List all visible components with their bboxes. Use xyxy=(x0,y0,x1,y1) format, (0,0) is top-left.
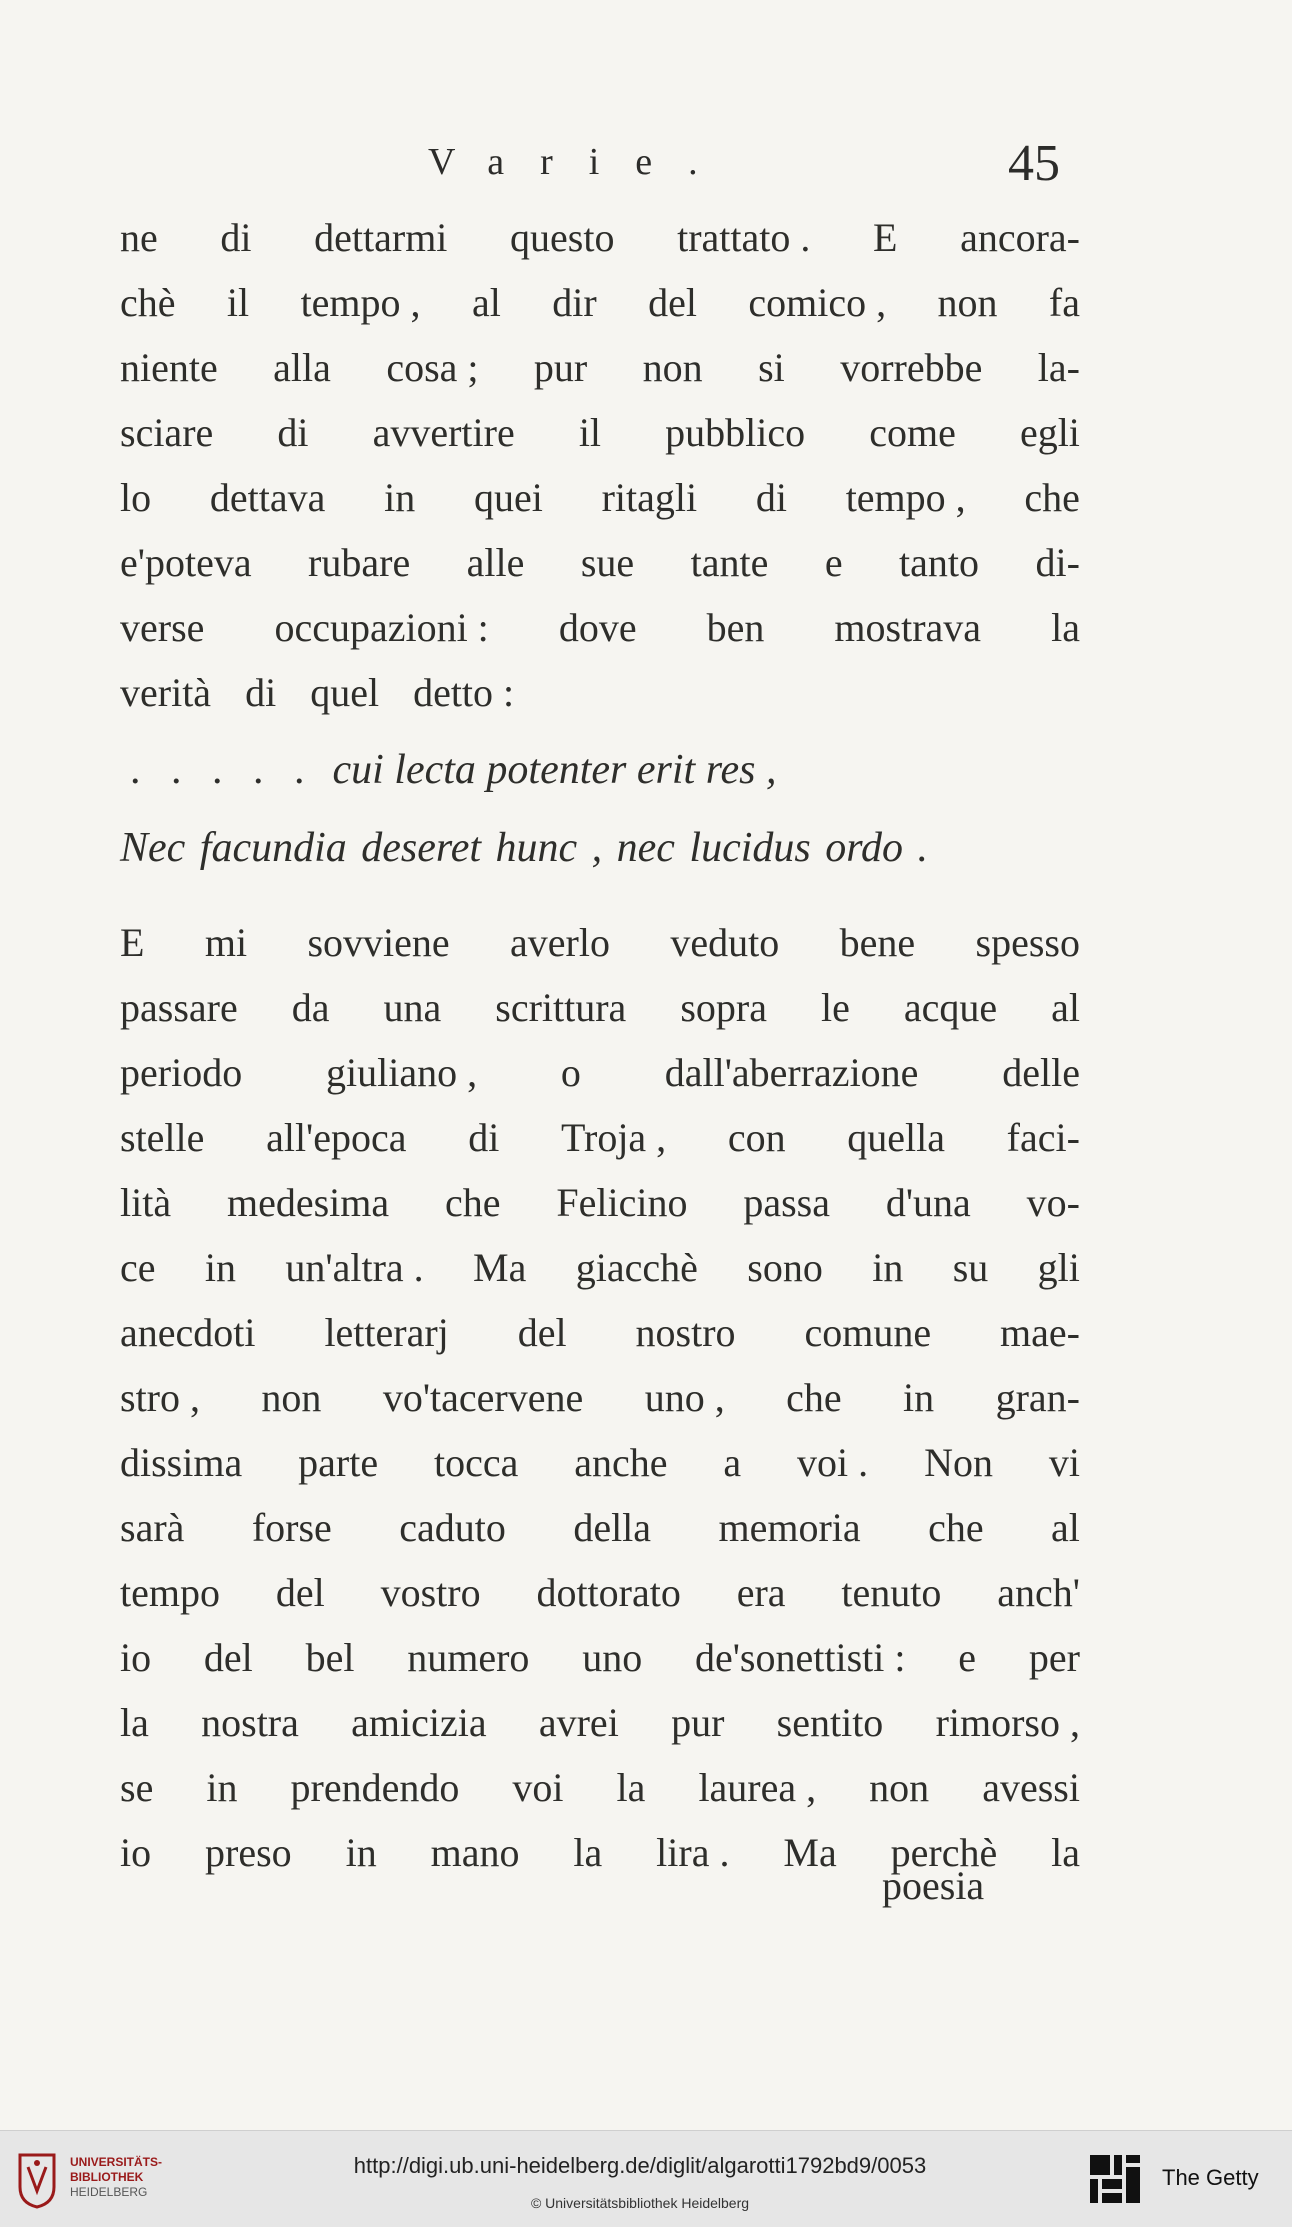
word: tenuto xyxy=(841,1570,942,1615)
catchword: poesia xyxy=(882,1863,985,1908)
word: di- xyxy=(1035,540,1080,585)
word: in xyxy=(903,1375,935,1420)
word: sarà xyxy=(120,1505,185,1550)
text-line xyxy=(120,1040,1080,1105)
word: pur xyxy=(533,345,588,390)
word: in xyxy=(206,1765,238,1810)
word: giacchè xyxy=(575,1245,698,1290)
word: tante xyxy=(690,540,769,585)
word: mostrava xyxy=(834,605,982,650)
text-line xyxy=(120,660,1080,725)
word: che xyxy=(1024,475,1080,520)
word: delle xyxy=(1002,1050,1080,1095)
word: stelle xyxy=(120,1115,205,1160)
word: non xyxy=(869,1765,930,1810)
word: non xyxy=(261,1375,322,1420)
word: letterarj xyxy=(324,1310,449,1355)
word: cosa ; xyxy=(386,345,479,390)
word: tempo xyxy=(120,1570,220,1615)
word: dottorato xyxy=(536,1570,681,1615)
text-line xyxy=(120,1495,1080,1560)
text-line xyxy=(120,910,1080,975)
sponsor-name: The Getty xyxy=(1162,2165,1259,2190)
word: se xyxy=(120,1765,154,1810)
word: passa xyxy=(743,1180,830,1225)
word: ne xyxy=(120,215,158,260)
word: come xyxy=(869,410,956,455)
word: sono xyxy=(747,1245,823,1290)
word: egli xyxy=(1019,410,1080,455)
text-line xyxy=(120,1365,1080,1430)
quote-line-2 xyxy=(120,818,1080,878)
word: bene xyxy=(839,920,916,965)
word: che xyxy=(444,1180,501,1225)
word: sopra xyxy=(680,985,767,1030)
word: e xyxy=(824,540,843,585)
word: che xyxy=(786,1375,842,1420)
running-head-title: Varie. xyxy=(428,141,734,183)
word: E xyxy=(873,215,898,260)
word: di xyxy=(468,1115,500,1160)
word: io xyxy=(120,1635,152,1680)
word: del xyxy=(648,280,697,325)
footer-bar xyxy=(0,2130,1292,2227)
word: la xyxy=(120,1700,149,1745)
word: quella xyxy=(847,1115,945,1160)
word: lo xyxy=(120,475,152,520)
text-line xyxy=(120,975,1080,1040)
word: medesima xyxy=(226,1180,390,1225)
word: uno xyxy=(582,1635,643,1680)
word: era xyxy=(736,1570,786,1615)
word: la xyxy=(1051,1830,1080,1875)
word: in xyxy=(204,1245,237,1290)
text-line xyxy=(120,335,1080,400)
word: nostra xyxy=(201,1700,299,1745)
word: vo'tacervene xyxy=(382,1375,584,1420)
word: di xyxy=(755,475,787,520)
word: dall'aberrazione xyxy=(664,1050,919,1095)
word: al xyxy=(471,280,501,325)
word: questo xyxy=(510,215,615,260)
quote-line-1 xyxy=(120,740,1090,800)
word: ritagli xyxy=(601,475,698,520)
word: alle xyxy=(466,540,525,585)
word: forse xyxy=(251,1505,332,1550)
word: al xyxy=(1051,1505,1080,1550)
word: sovviene xyxy=(307,920,450,965)
word: sentito xyxy=(776,1700,884,1745)
word: niente xyxy=(120,345,218,390)
word: amicizia xyxy=(351,1700,487,1745)
quote-text-1: cui lecta potenter erit res , xyxy=(332,747,777,793)
word: un'altra . xyxy=(285,1245,424,1290)
word: detto : xyxy=(413,670,515,715)
word: Ma xyxy=(783,1830,837,1875)
word: pubblico xyxy=(665,410,806,455)
text-line xyxy=(120,1430,1080,1495)
text-line xyxy=(120,530,1080,595)
word: non xyxy=(642,345,703,390)
text-line xyxy=(120,1235,1080,1300)
word: quei xyxy=(473,475,543,520)
word: Troja , xyxy=(560,1115,667,1160)
word: del xyxy=(275,1570,325,1615)
word: gran- xyxy=(995,1375,1080,1420)
word: dettarmi xyxy=(314,215,448,260)
word: avvertire xyxy=(372,410,515,455)
word: dove xyxy=(558,605,637,650)
word: da xyxy=(291,985,330,1030)
word: laurea , xyxy=(698,1765,817,1810)
word: de'sonettisti : xyxy=(694,1635,906,1680)
word: stro , xyxy=(120,1375,200,1420)
text-line xyxy=(120,1625,1080,1690)
word: in xyxy=(872,1245,904,1290)
word: all'epoca xyxy=(266,1115,407,1160)
word: il xyxy=(226,280,250,325)
word: alla xyxy=(273,345,331,390)
word: faci- xyxy=(1006,1115,1080,1160)
word: E xyxy=(120,920,145,965)
quote-text-2: Nec facundia deseret hunc , nec lucidus ordo . xyxy=(120,825,929,871)
word: ben xyxy=(706,605,765,650)
word: per xyxy=(1028,1635,1080,1680)
word: che xyxy=(928,1505,984,1550)
word: gli xyxy=(1037,1245,1080,1290)
word: dettava xyxy=(209,475,326,520)
word: anche xyxy=(574,1440,668,1485)
word: di xyxy=(220,215,252,260)
word: scrittura xyxy=(495,985,627,1030)
university-seal-icon xyxy=(14,2151,60,2209)
word: comico , xyxy=(748,280,887,325)
word: comune xyxy=(804,1310,932,1355)
page-number: 45 xyxy=(1008,135,1060,192)
word: vo- xyxy=(1026,1180,1080,1225)
word: quel xyxy=(310,670,380,715)
word: mae- xyxy=(1000,1310,1080,1355)
word: fa xyxy=(1048,280,1080,325)
text-line xyxy=(120,205,1080,270)
getty-logo-icon xyxy=(1088,2153,1142,2205)
word: con xyxy=(727,1115,786,1160)
institution-name: UNIVERSITÄTS- BIBLIOTHEK HEIDELBERG xyxy=(70,2155,163,2199)
word: di xyxy=(277,410,309,455)
word: uno , xyxy=(644,1375,725,1420)
word: voi xyxy=(512,1765,564,1810)
word: tempo , xyxy=(845,475,966,520)
paragraph-2 xyxy=(120,910,1080,1885)
text-line xyxy=(120,1755,1080,1820)
word: su xyxy=(952,1245,989,1290)
word: verità xyxy=(120,670,212,715)
word: tempo , xyxy=(300,280,421,325)
ellipsis-dots: . . . . . xyxy=(130,747,315,793)
word: avessi xyxy=(982,1765,1080,1810)
word: sue xyxy=(580,540,635,585)
word: non xyxy=(937,280,998,325)
word: mi xyxy=(204,920,248,965)
text-line xyxy=(120,1560,1080,1625)
word: passare xyxy=(120,985,238,1030)
text-line xyxy=(120,1690,1080,1755)
word: mano xyxy=(430,1830,520,1875)
word: tanto xyxy=(899,540,980,585)
word: io xyxy=(120,1830,152,1875)
word: caduto xyxy=(399,1505,506,1550)
text-line xyxy=(120,1105,1080,1170)
word: periodo xyxy=(120,1050,243,1095)
word: vostro xyxy=(380,1570,481,1615)
word: giuliano , xyxy=(326,1050,478,1095)
word: verse xyxy=(120,605,205,650)
word: le xyxy=(820,985,850,1030)
word: prendendo xyxy=(290,1765,460,1810)
word: lira . xyxy=(656,1830,730,1875)
word: veduto xyxy=(670,920,780,965)
word: ce xyxy=(120,1245,156,1290)
text-line xyxy=(120,465,1080,530)
text-line xyxy=(120,595,1080,660)
word: a xyxy=(723,1440,742,1485)
running-head xyxy=(420,135,1060,200)
word: spesso xyxy=(975,920,1080,965)
word: pur xyxy=(671,1700,725,1745)
word: Ma xyxy=(473,1245,527,1290)
word: vorrebbe xyxy=(840,345,983,390)
word: rubare xyxy=(308,540,411,585)
permalink-url[interactable]: http://digi.ub.uni-heidelberg.de/diglit/algarotti1792bd9/0053 xyxy=(353,2153,927,2178)
word: o xyxy=(560,1050,581,1095)
word: chè xyxy=(120,280,176,325)
word: del xyxy=(517,1310,567,1355)
copyright-notice: © Universitätsbibliothek Heidelberg xyxy=(530,2195,750,2211)
word: in xyxy=(384,475,416,520)
word: avrei xyxy=(538,1700,619,1745)
word: ancora- xyxy=(960,215,1080,260)
word: averlo xyxy=(510,920,610,965)
text-line xyxy=(120,270,1080,335)
word: vi xyxy=(1048,1440,1080,1485)
word: in xyxy=(345,1830,377,1875)
word: dissima xyxy=(120,1440,243,1485)
word: trattato . xyxy=(677,215,811,260)
word: d'una xyxy=(885,1180,971,1225)
word: di xyxy=(245,670,277,715)
word: dir xyxy=(552,280,597,325)
word: acque xyxy=(903,985,998,1030)
word: una xyxy=(383,985,442,1030)
word: anecdoti xyxy=(120,1310,256,1355)
word: Felicino xyxy=(556,1180,688,1225)
word: la xyxy=(1051,605,1080,650)
word: Non xyxy=(924,1440,993,1485)
word: memoria xyxy=(718,1505,861,1550)
word: anch' xyxy=(997,1570,1080,1615)
word: e xyxy=(958,1635,977,1680)
word: occupazioni : xyxy=(274,605,489,650)
word: perchè xyxy=(890,1830,998,1875)
word: bel xyxy=(305,1635,355,1680)
word: la- xyxy=(1037,345,1080,390)
text-line xyxy=(120,1170,1080,1235)
word: la xyxy=(573,1830,603,1875)
word: il xyxy=(578,410,602,455)
word: rimorso , xyxy=(935,1700,1080,1745)
word: della xyxy=(573,1505,652,1550)
paragraph-1 xyxy=(120,205,1080,725)
word: al xyxy=(1051,985,1080,1030)
word: preso xyxy=(205,1830,292,1875)
word: del xyxy=(203,1635,253,1680)
word: e'poteva xyxy=(120,540,252,585)
word: si xyxy=(758,345,785,390)
word: la xyxy=(616,1765,646,1810)
word: tocca xyxy=(433,1440,519,1485)
text-line xyxy=(120,400,1080,465)
word: sciare xyxy=(120,410,214,455)
word: nostro xyxy=(635,1310,736,1355)
word: voi . xyxy=(797,1440,869,1485)
word: lità xyxy=(120,1180,172,1225)
word: numero xyxy=(407,1635,530,1680)
text-line xyxy=(120,1300,1080,1365)
word: parte xyxy=(298,1440,379,1485)
